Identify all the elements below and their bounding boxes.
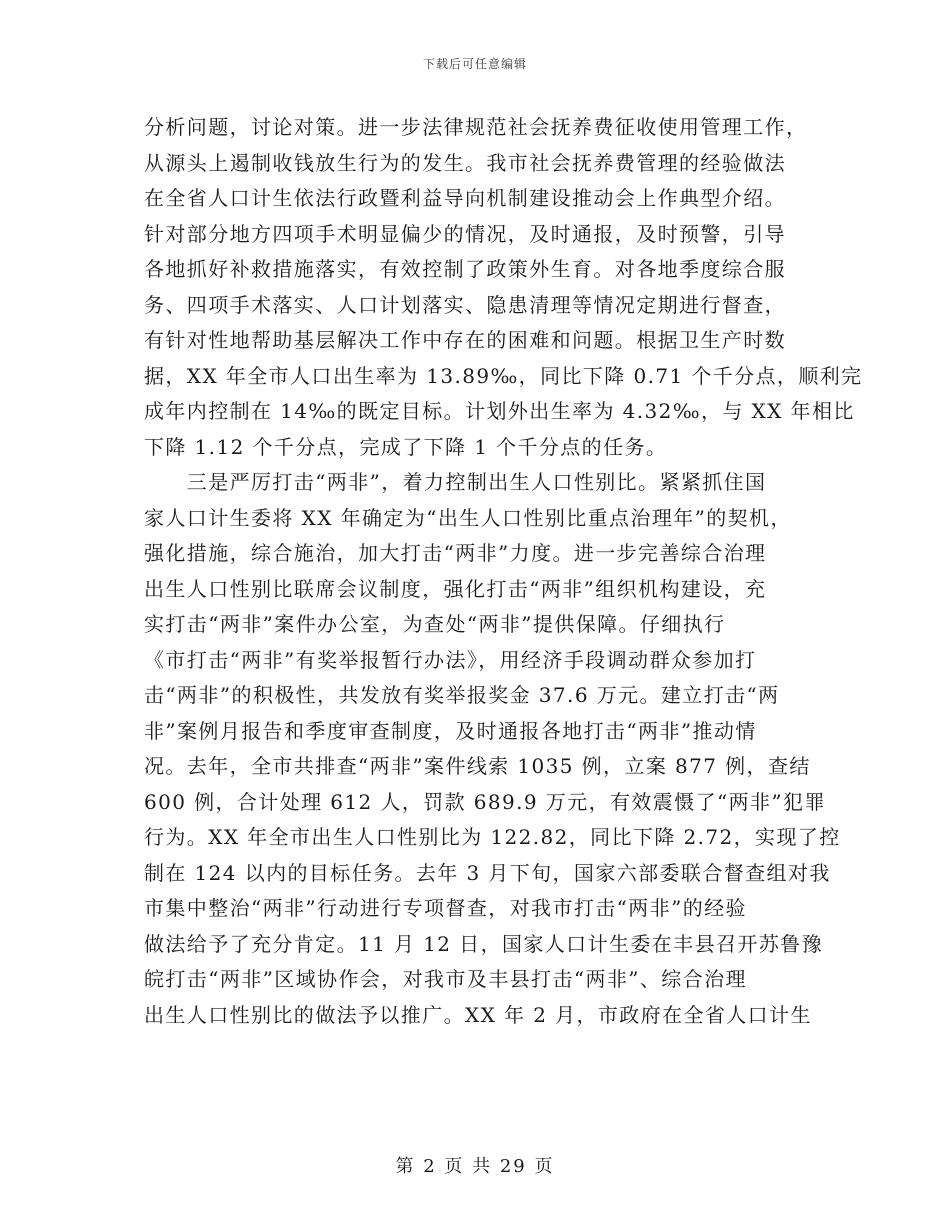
text-line: 行为。XX 年全市出生人口性别比为 122.82，同比下降 2.72，实现了控	[144, 825, 841, 849]
text-line: 在全省人口计生依法行政暨利益导向机制建设推动会上作典型介绍。	[144, 186, 786, 210]
text-line: 实打击“两非”案件办公室，为查处“两非”提供保障。仔细执行	[144, 612, 726, 636]
text-line: 从源头上遏制收钱放生行为的发生。我市社会抚养费管理的经验做法	[144, 150, 786, 175]
text-line: 强化措施，综合施治，加大打击“两非”力度。进一步完善综合治理	[144, 541, 767, 565]
text-line: 成年内控制在 14‰的既定目标。计划外出生率为 4.32‰，与 XX 年相比	[144, 399, 855, 423]
text-line: 制在 124 以内的目标任务。去年 3 月下旬，国家六部委联合督查组对我	[144, 860, 831, 885]
text-line: 做法给予了充分肯定。11 月 12 日，国家人口计生委在丰县召开苏鲁豫	[144, 931, 823, 956]
text-line: 各地抓好补救措施落实，有效控制了政策外生育。对各地季度综合服	[144, 257, 786, 281]
text-line: 非”案例月报告和季度审查制度，及时通报各地打击“两非”推动情	[144, 718, 757, 743]
page-footer: 第 2 页 共 29 页	[395, 1156, 555, 1177]
text-line: 有针对性地帮助基层解决工作中存在的困难和问题。根据卫生产时数	[144, 328, 786, 352]
text-line: 据，XX 年全市人口出生率为 13.89‰，同比下降 0.71 个千分点，顺利完	[144, 363, 863, 388]
text-line: 出生人口性别比的做法予以推广。XX 年 2 月，市政府在全省人口计生	[144, 1002, 812, 1027]
text-line: 皖打击“两非”区域协作会，对我市及丰县打击“两非”、综合治理	[144, 967, 747, 991]
text-line: 下降 1.12 个千分点，完成了下降 1 个千分点的任务。	[144, 434, 668, 459]
text-line: 击“两非”的积极性，共发放有奖举报奖金 37.6 万元。建立打击“两	[144, 683, 780, 707]
page-header: 下载后可任意编辑	[422, 57, 527, 71]
text-line: 务、四项手术落实、人口计划落实、隐患清理等情况定期进行督查，	[144, 292, 786, 317]
text-line: 市集中整治“两非”行动进行专项督查，对我市打击“两非”的经验	[144, 896, 747, 920]
text-line: 三是严厉打击“两非”，着力控制出生人口性别比。紧紧抓住国	[144, 470, 767, 494]
text-line: 分析问题，讨论对策。进一步法律规范社会抚养费征收使用管理工作，	[144, 115, 808, 139]
text-line: 600 例，合计处理 612 人，罚款 689.9 万元，有效震慑了“两非”犯罪	[144, 789, 826, 814]
text-line: 针对部分地方四项手术明显偏少的情况，及时通报，及时预警，引导	[144, 221, 786, 246]
text-line: 况。去年，全市共排查“两非”案件线索 1035 例，立案 877 例，查结	[144, 754, 811, 778]
body-text	[144, 110, 863, 1033]
text-line: 《市打击“两非”有奖举报暂行办法》，用经济手段调动群众参加打	[144, 647, 757, 672]
text-line: 出生人口性别比联席会议制度，强化打击“两非”组织机构建设，充	[144, 576, 767, 601]
text-line: 家人口计生委将 XX 年确定为“出生人口性别比重点治理年”的契机，	[144, 505, 792, 530]
